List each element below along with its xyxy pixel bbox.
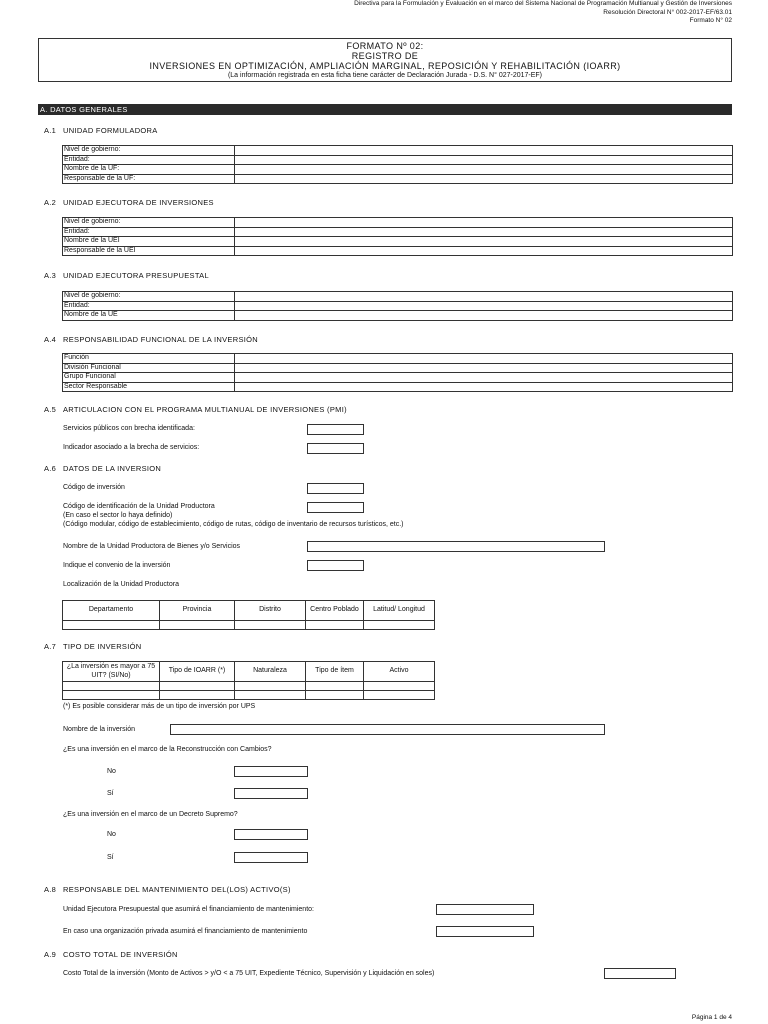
a7-decreto-question: ¿Es una inversión en el marco de un Decreto Supremo? <box>63 811 238 818</box>
a1-label: Nivel de gobierno: <box>63 146 235 156</box>
a7-tipo-table <box>62 661 435 700</box>
a7-note: (*) Es posible considerar más de un tipo de inversión por UPS <box>63 703 256 710</box>
a1-table <box>62 145 733 184</box>
a6-codigo-up-note2: (Código modular, código de establecimiento, código de rutas, código de inventario de recursos turísticos, etc.) <box>63 521 404 528</box>
a2-number: A.2 <box>44 198 57 207</box>
a7-nombre-label: Nombre de la inversión <box>63 726 135 733</box>
a1-label: Entidad: <box>63 155 235 165</box>
table-row <box>63 311 733 321</box>
a5-servicios-label: Servicios públicos con brecha identificada: <box>63 425 195 432</box>
a4-label: División Funcional <box>63 363 235 373</box>
a3-label: Nivel de gobierno: <box>63 292 235 302</box>
table-row <box>63 237 733 247</box>
loc-col-header: Departamento <box>63 601 160 621</box>
tipo-cell[interactable] <box>306 682 364 691</box>
a6-convenio-field[interactable] <box>307 560 364 571</box>
a9-costo-label: Costo Total de la inversión (Monto de Activos > y/O < a 75 UIT, Expediente Técnico, Supervisión y Liquidación en soles) <box>63 970 435 977</box>
a7-recons-question: ¿Es una inversión en el marco de la Reconstrucción con Cambios? <box>63 746 272 753</box>
a4-value-field[interactable] <box>235 363 733 373</box>
a8-ue-field[interactable] <box>436 904 534 915</box>
a1-title: UNIDAD FORMULADORA <box>63 126 158 135</box>
a8-privada-label: En caso una organización privada asumirá el financiamiento de mantenimiento <box>63 928 308 935</box>
a9-costo-field[interactable] <box>604 968 676 979</box>
a6-convenio-label: Indique el convenio de la inversión <box>63 562 171 569</box>
tipo-cell[interactable] <box>306 691 364 700</box>
a6-codigo-up-label: Código de identificación de la Unidad Productora <box>63 503 215 510</box>
a7-title: TIPO DE INVERSIÓN <box>63 642 142 651</box>
loc-cell[interactable] <box>235 621 306 630</box>
a6-nombre-up-field[interactable] <box>307 541 605 552</box>
a6-codigo-up-note1: (En caso el sector lo haya definido) <box>63 512 173 519</box>
table-row <box>63 373 733 383</box>
a1-value-field[interactable] <box>235 165 733 175</box>
tipo-cell[interactable] <box>235 691 306 700</box>
table-row <box>63 301 733 311</box>
document-header <box>354 0 732 26</box>
a4-value-field[interactable] <box>235 382 733 392</box>
table-row <box>63 691 435 700</box>
table-row <box>63 382 733 392</box>
a4-label: Función <box>63 354 235 364</box>
table-row <box>63 246 733 256</box>
a5-indicador-field[interactable] <box>307 443 364 454</box>
loc-col-header: Distrito <box>235 601 306 621</box>
a8-ue-label: Unidad Ejecutora Presupuestal que asumirá el financiamiento de mantenimiento: <box>63 906 314 913</box>
header-format: Formato N° 02 <box>689 17 732 24</box>
a7-decreto-si-field[interactable] <box>234 852 308 863</box>
a3-table <box>62 291 733 321</box>
a7-recons-no-field[interactable] <box>234 766 308 777</box>
table-row <box>63 218 733 228</box>
a4-value-field[interactable] <box>235 354 733 364</box>
a7-nombre-field[interactable] <box>170 724 605 735</box>
table-row <box>63 174 733 184</box>
tipo-col-header: Naturaleza <box>235 662 306 682</box>
a3-title: UNIDAD EJECUTORA PRESUPUESTAL <box>63 271 209 280</box>
a9-number: A.9 <box>44 950 57 959</box>
loc-cell[interactable] <box>160 621 235 630</box>
form-title-line3: INVERSIONES EN OPTIMIZACIÓN, AMPLIACIÓN MARGINAL, REPOSICIÓN Y REHABILITACIÓN (IOARR) <box>149 61 621 71</box>
loc-cell[interactable] <box>306 621 364 630</box>
tipo-cell[interactable] <box>160 691 235 700</box>
a2-label: Nombre de la UEI <box>63 237 235 247</box>
table-row <box>63 292 733 302</box>
a6-title: DATOS DE LA INVERSION <box>63 464 162 473</box>
a3-value-field[interactable] <box>235 311 733 321</box>
form-title-note: (La información registrada en esta ficha tiene carácter de Declaración Jurada - D.S. N° 027-2017-EF) <box>227 72 543 79</box>
a2-label: Nivel de gobierno: <box>63 218 235 228</box>
tipo-col-header: Tipo de ítem <box>306 662 364 682</box>
a2-label: Responsable de la UEI <box>63 246 235 256</box>
a6-nombre-up-label: Nombre de la Unidad Productora de Bienes y/o Servicios <box>63 543 241 550</box>
a6-codigo-field[interactable] <box>307 483 364 494</box>
loc-col-header: Provincia <box>160 601 235 621</box>
a6-localizacion-label: Localización de la Unidad Productora <box>63 581 179 588</box>
a4-label: Sector Responsable <box>63 382 235 392</box>
table-row <box>63 363 733 373</box>
a1-label: Responsable de la UF: <box>63 174 235 184</box>
a6-number: A.6 <box>44 464 57 473</box>
a6-localizacion-table <box>62 600 435 630</box>
form-title-line2: REGISTRO DE <box>351 51 419 61</box>
a5-servicios-field[interactable] <box>307 424 364 435</box>
a7-recons-no-label: No <box>107 768 116 775</box>
a2-title: UNIDAD EJECUTORA DE INVERSIONES <box>63 198 214 207</box>
a9-title: COSTO TOTAL DE INVERSIÓN <box>63 950 178 959</box>
a1-value-field[interactable] <box>235 155 733 165</box>
tipo-cell[interactable] <box>63 691 160 700</box>
header-resolution: Resolución Directoral N° 002-2017-EF/63.01 <box>603 8 732 16</box>
table-row <box>63 165 733 175</box>
table-header-row <box>63 662 435 682</box>
tipo-cell[interactable] <box>364 682 435 691</box>
a5-indicador-label: Indicador asociado a la brecha de servicios: <box>63 444 200 451</box>
a7-decreto-no-field[interactable] <box>234 829 308 840</box>
header-directive: Directiva para la Formulación y Evaluación en el marco del Sistema Nacional de Programación Multianual y Gestión de Inversiones <box>354 0 732 7</box>
a7-number: A.7 <box>44 642 57 651</box>
form-title-line1: FORMATO Nº 02: <box>346 41 424 51</box>
a2-value-field[interactable] <box>235 227 733 237</box>
table-row <box>63 354 733 364</box>
page-number: Página 1 de 4 <box>691 1014 732 1021</box>
tipo-cell[interactable] <box>235 682 306 691</box>
tipo-cell[interactable] <box>63 682 160 691</box>
loc-cell[interactable] <box>63 621 160 630</box>
section-a-bar: A. DATOS GENERALES <box>38 104 732 115</box>
a1-value-field[interactable] <box>235 174 733 184</box>
a4-title: RESPONSABILIDAD FUNCIONAL DE LA INVERSIÓN <box>63 335 258 344</box>
a3-label: Entidad: <box>63 301 235 311</box>
a8-number: A.8 <box>44 885 57 894</box>
table-row <box>63 682 435 691</box>
loc-col-header: Centro Poblado <box>306 601 364 621</box>
a4-table <box>62 353 733 392</box>
a2-value-field[interactable] <box>235 246 733 256</box>
a5-title: ARTICULACION CON EL PROGRAMA MULTIANUAL DE INVERSIONES (PMI) <box>63 405 347 414</box>
a2-label: Entidad: <box>63 227 235 237</box>
a7-recons-si-label: Sí <box>107 790 114 797</box>
a4-label: Grupo Funcional <box>63 373 235 383</box>
a1-label: Nombre de la UF: <box>63 165 235 175</box>
tipo-cell[interactable] <box>364 691 435 700</box>
a4-number: A.4 <box>44 335 57 344</box>
tipo-cell[interactable] <box>160 682 235 691</box>
table-row <box>63 146 733 156</box>
tipo-col-header: Tipo de IOARR (*) <box>160 662 235 682</box>
loc-cell[interactable] <box>364 621 435 630</box>
a2-table <box>62 217 733 256</box>
a8-privada-field[interactable] <box>436 926 534 937</box>
a8-title: RESPONSABLE DEL MANTENIMIENTO DEL(LOS) ACTIVO(S) <box>63 885 291 894</box>
a6-codigo-label: Código de inversión <box>63 484 125 491</box>
a3-number: A.3 <box>44 271 57 280</box>
a3-value-field[interactable] <box>235 292 733 302</box>
a1-number: A.1 <box>44 126 57 135</box>
a6-codigo-up-field[interactable] <box>307 502 364 513</box>
table-row <box>63 621 435 630</box>
loc-col-header: Latitud/ Longitud <box>364 601 435 621</box>
a1-value-field[interactable] <box>235 146 733 156</box>
tipo-col-header: Activo <box>364 662 435 682</box>
table-row <box>63 227 733 237</box>
a7-recons-si-field[interactable] <box>234 788 308 799</box>
a7-decreto-no-label: No <box>107 831 116 838</box>
table-header-row <box>63 601 435 621</box>
a5-number: A.5 <box>44 405 57 414</box>
table-row <box>63 155 733 165</box>
a4-value-field[interactable] <box>235 373 733 383</box>
a2-value-field[interactable] <box>235 237 733 247</box>
a7-decreto-si-label: Sí <box>107 854 114 861</box>
a2-value-field[interactable] <box>235 218 733 228</box>
a3-label: Nombre de la UE <box>63 311 235 321</box>
tipo-col-header: ¿La inversión es mayor a 75 UIT? (SI/No) <box>63 662 160 682</box>
a3-value-field[interactable] <box>235 301 733 311</box>
